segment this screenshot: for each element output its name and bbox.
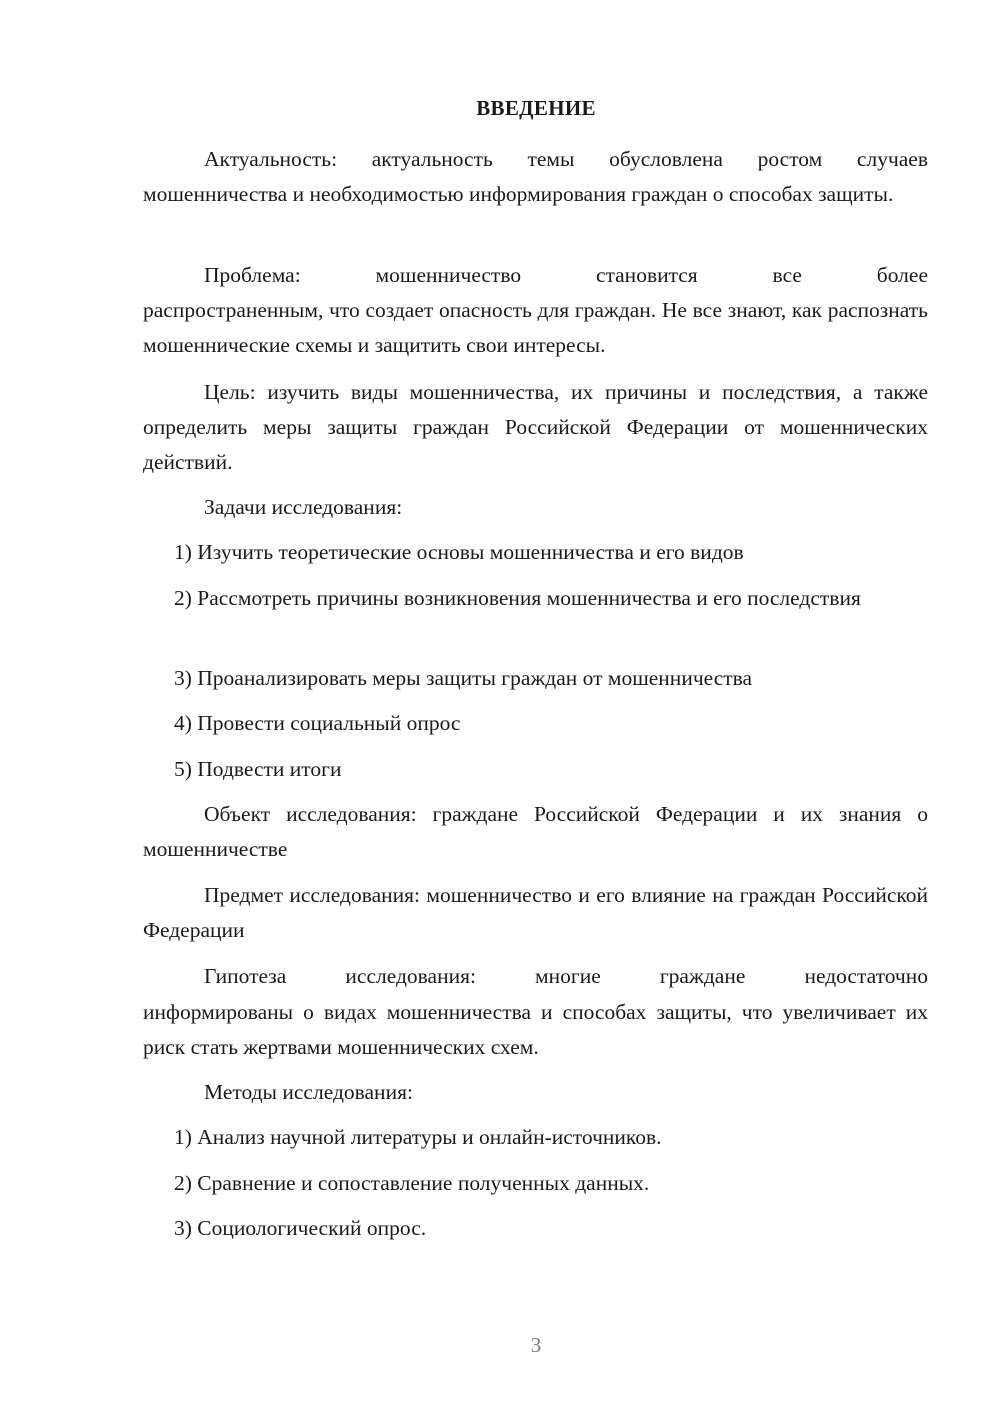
method-item-3: 3) Социологический опрос. — [174, 1216, 427, 1240]
page-number: 3 — [530, 1333, 542, 1357]
method-item-1: 1) Анализ научной литературы и онлайн-источников. — [174, 1125, 662, 1149]
task-item-3: 3) Проанализировать меры защиты граждан от мошенничества — [174, 666, 753, 690]
task-item-4: 4) Провести социальный опрос — [174, 711, 461, 735]
goal-paragraph: Цель: изучить виды мошенничества, их причины и последствия, а также определить меры защиты граждан Российской Федерации от мошеннических действий. — [143, 380, 928, 474]
object-paragraph: Объект исследования: граждане Российской Федерации и их знания о мошенничестве — [143, 802, 928, 861]
task-item-5: 5) Подвести итоги — [174, 757, 342, 781]
task-item-2: 2) Рассмотреть причины возникновения мошенничества и его последствия — [174, 586, 861, 610]
hypothesis-paragraph-rest: информированы о видах мошенничества и способах защиты, что увеличивает их риск стать жертвами мошеннических схем. — [143, 1000, 928, 1059]
method-item-2: 2) Сравнение и сопоставление полученных данных. — [174, 1171, 650, 1195]
relevance-paragraph: Актуальность: актуальность темы обусловлена ростом случаев мошенничества и необходимостью информирования граждан о способах защиты. — [143, 147, 928, 206]
task-item-1: 1) Изучить теоретические основы мошенничества и его видов — [174, 540, 744, 564]
tasks-heading: Задачи исследования: — [204, 495, 403, 519]
hypothesis-paragraph-line1: Гипотеза исследования: многие граждане недостаточно — [204, 964, 928, 988]
problem-paragraph-rest: распространенным, что создает опасность для граждан. Не все знают, как распознать мошеннические схемы и защитить свои интересы. — [143, 298, 928, 357]
methods-heading: Методы исследования: — [204, 1080, 413, 1104]
page-title: ВВЕДЕНИЕ — [476, 96, 596, 120]
problem-paragraph-line1: Проблема: мошенничество становится все более — [204, 263, 928, 287]
subject-paragraph: Предмет исследования: мошенничество и его влияние на граждан Российской Федерации — [143, 883, 928, 942]
